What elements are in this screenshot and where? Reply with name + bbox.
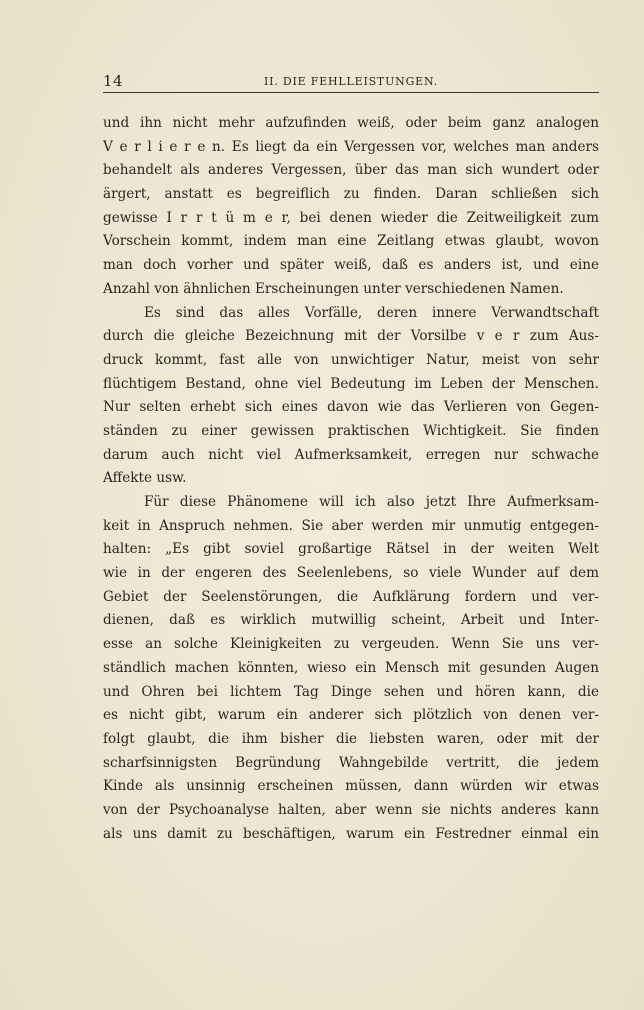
text-line: ärgert, anstatt es begreiflich zu finden. Daran schließen sich — [103, 186, 599, 203]
text-line: es nicht gibt, warum ein anderer sich plötzlich von denen ver- — [103, 707, 599, 724]
page-header — [103, 72, 599, 93]
page-number: 14 — [103, 72, 124, 90]
text-line: Gebiet der Seelenstörungen, die Aufklärung fordern und ver- — [103, 588, 599, 605]
text-line: keit in Anspruch nehmen. Sie aber werden mir unmutig entgegen- — [103, 517, 599, 534]
text-line: als uns damit zu beschäftigen, warum ein Festredner einmal ein — [103, 825, 599, 842]
text-line: wie in der engeren des Seelenlebens, so viele Wunder auf dem — [103, 565, 599, 582]
text-line: ständen zu einer gewissen praktischen Wichtigkeit. Sie finden — [103, 422, 599, 439]
text-line: Vorschein kommt, indem man eine Zeitlang etwas glaubt, wovon — [103, 233, 599, 250]
paragraph-start-line: Es sind das alles Vorfälle, deren innere Verwandtschaft — [144, 304, 599, 321]
text-line: druck kommt, fast alle von unwichtiger Natur, meist von sehr — [103, 351, 599, 368]
text-line: man doch vorher und später weiß, daß es anders ist, und eine — [103, 257, 599, 274]
text-line: V e r l i e r e n. Es liegt da ein Vergessen vor, welches man anders — [103, 138, 599, 155]
paragraph-start-line: Für diese Phänomene will ich also jetzt Ihre Aufmerksam- — [144, 494, 599, 510]
text-line: Affekte usw. — [103, 470, 187, 487]
text-line: Nur selten erhebt sich eines davon wie das Verlieren von Gegen- — [103, 399, 599, 416]
text-line: scharfsinnigsten Begründung Wahngebilde vertritt, die jedem — [103, 754, 599, 771]
text-line: halten: „Es gibt soviel großartige Rätsel in der weiten Welt — [103, 541, 599, 558]
text-line: durch die gleiche Bezeichnung mit der Vorsilbe v e r zum Aus- — [103, 328, 599, 345]
text-line: gewisse I r r t ü m e r, bei denen wieder die Zeitweiligkeit zum — [103, 209, 599, 226]
text-line: Kinde als unsinnig erscheinen müssen, dann würden wir etwas — [103, 778, 599, 795]
text-line: darum auch nicht viel Aufmerksamkeit, erregen nur schwache — [103, 446, 599, 463]
text-line: und ihn nicht mehr aufzufinden weiß, oder beim ganz analogen — [103, 115, 599, 131]
text-line: esse an solche Kleinigkeiten zu vergeuden. Wenn Sie uns ver- — [103, 636, 599, 653]
text-line: dienen, daß es wirklich mutwillig scheint, Arbeit und Inter- — [103, 612, 599, 629]
text-line: von der Psychoanalyse halten, aber wenn sie nichts anderes kann — [103, 801, 599, 818]
text-line: Anzahl von ähnlichen Erscheinungen unter verschiedenen Namen. — [103, 280, 564, 297]
running-title: II. DIE FEHLLEISTUNGEN. — [263, 75, 439, 88]
text-line: flüchtigem Bestand, ohne viel Bedeutung im Leben der Menschen. — [103, 375, 599, 392]
text-line: ständlich machen könnten, wieso ein Mensch mit gesunden Augen — [103, 659, 599, 676]
text-line: folgt glaubt, die ihm bisher die liebsten waren, oder mit der — [103, 730, 599, 747]
text-line: und Ohren bei lichtem Tag Dinge sehen und hören kann, die — [103, 683, 599, 700]
text-line: behandelt als anderes Vergessen, über das man sich wundert oder — [103, 162, 599, 179]
body-text — [103, 112, 599, 846]
